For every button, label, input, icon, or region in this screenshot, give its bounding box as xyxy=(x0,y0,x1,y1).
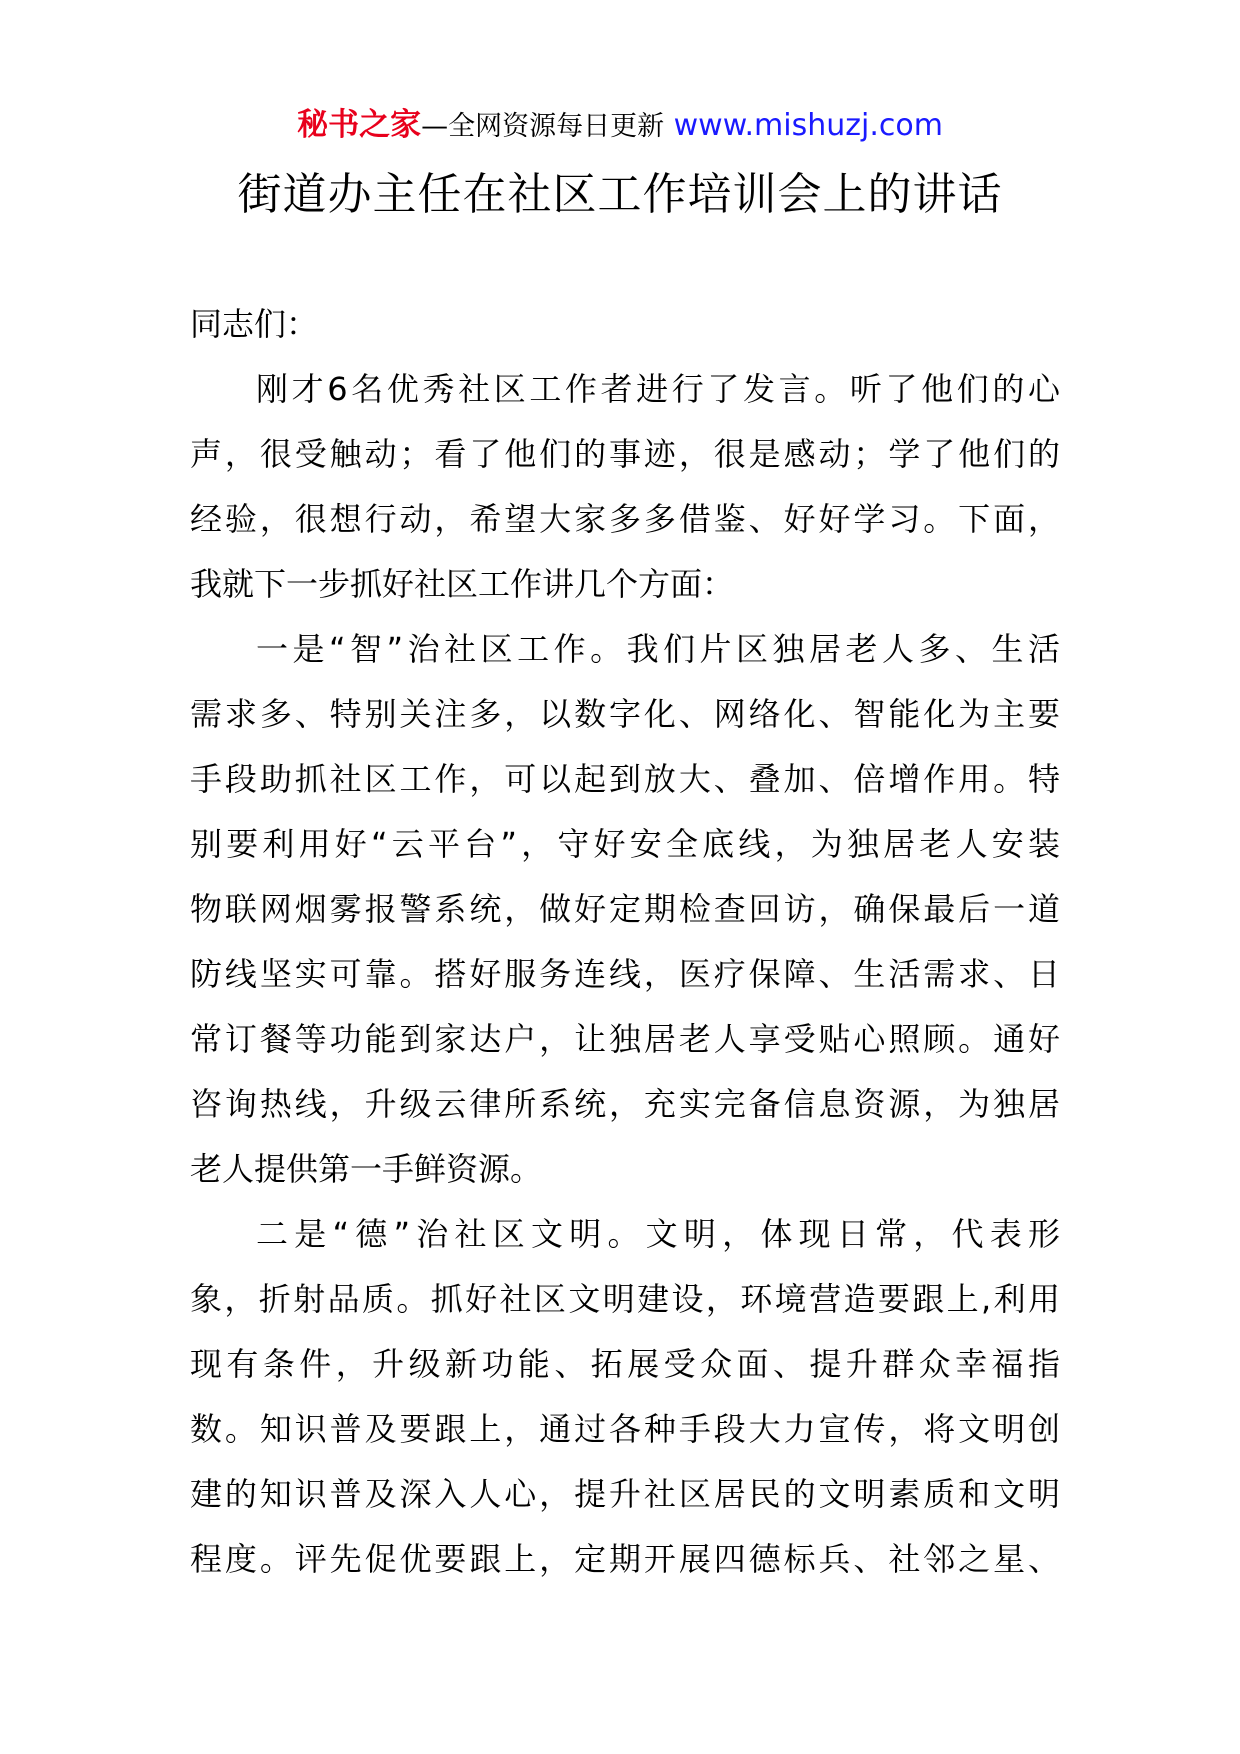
paragraph-line: 二是“德”治社区文明。文明，体现日常，代表形 xyxy=(256,1215,1060,1253)
paragraph-line: 经验，很想行动，希望大家多多借鉴、好好学习。下面， xyxy=(190,500,1060,538)
paragraph-line: 防线坚实可靠。搭好服务连线，医疗保障、生活需求、日 xyxy=(190,955,1060,993)
document-title: 街道办主任在社区工作培训会上的讲话 xyxy=(237,169,1003,220)
paragraph-line: 刚才6名优秀社区工作者进行了发言。听了他们的心 xyxy=(256,370,1060,408)
site-url: www.mishuzj.com xyxy=(673,108,943,143)
paragraph-line: 一是“智”治社区工作。我们片区独居老人多、生活 xyxy=(256,630,1060,668)
paragraph-line: 手段助抓社区工作，可以起到放大、叠加、倍增作用。特 xyxy=(190,760,1060,798)
paragraph-line: 象，折射品质。抓好社区文明建设，环境营造要跟上,利用 xyxy=(190,1280,1060,1318)
greeting: 同志们： xyxy=(190,305,319,343)
site-brand: 秘书之家 xyxy=(297,107,422,143)
paragraph-line: 程度。评先促优要跟上，定期开展四德标兵、社邻之星、 xyxy=(190,1540,1060,1578)
paragraph-line: 数。知识普及要跟上，通过各种手段大力宣传，将文明创 xyxy=(190,1410,1060,1448)
paragraph-line: 别要利用好“云平台”，守好安全底线，为独居老人安装 xyxy=(190,825,1060,863)
paragraph-line: 老人提供第一手鲜资源。 xyxy=(190,1150,543,1188)
paragraph-line: 声，很受触动；看了他们的事迹，很是感动；学了他们的 xyxy=(190,435,1060,473)
paragraph-line: 现有条件，升级新功能、拓展受众面、提升群众幸福指 xyxy=(190,1345,1060,1383)
paragraph-line: 我就下一步抓好社区工作讲几个方面： xyxy=(190,565,735,603)
site-slogan: —全网资源每日更新 xyxy=(421,111,665,142)
paragraph-line: 物联网烟雾报警系统，做好定期检查回访，确保最后一道 xyxy=(190,890,1060,928)
document-body xyxy=(190,357,1060,1592)
paragraph-line: 需求多、特别关注多，以数字化、网络化、智能化为主要 xyxy=(190,695,1060,733)
site-banner xyxy=(0,100,1240,150)
paragraph-line: 常订餐等功能到家达户，让独居老人享受贴心照顾。通好 xyxy=(190,1020,1060,1058)
paragraph-line: 建的知识普及深入人心，提升社区居民的文明素质和文明 xyxy=(190,1475,1060,1513)
paragraph-line: 咨询热线，升级云律所系统，充实完备信息资源，为独居 xyxy=(190,1085,1060,1123)
